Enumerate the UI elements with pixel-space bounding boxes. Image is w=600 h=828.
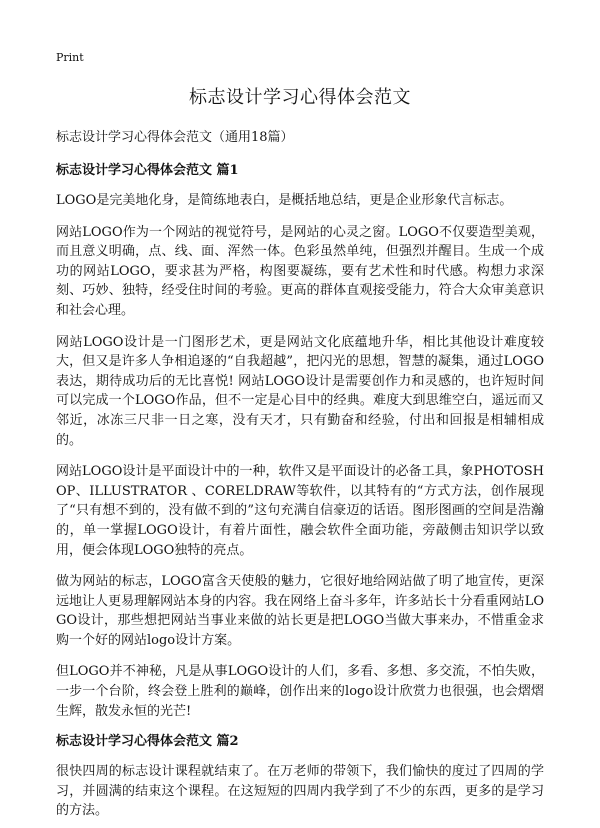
paragraph: 网站LOGO设计是一门图形艺术，更是网站文化底蕴地升华，相比其他设计难度较大，但又是许多人争相追逐的“自我超越”，把闪光的思想，智慧的凝集，通过LOGO表达，期待成功后的无比喜悦! 网站LOGO设计是需要创作力和灵感的，也许短时间可以完成一个LOGO作品，但不一定是心目中的经典。难度大到思维空白，遥远而又邻近，冰冻三尺非一日之寒，没有天才，只有勤奋和经验，付出和回报是相辅相成的。	[56, 334, 544, 448]
paragraph: 但LOGO并不神秘，凡是从事LOGO设计的人们，多看、多想、多交流，不怕失败，一步一个台阶，终会登上胜利的巅峰，创作出来的logo设计欣赏力也很强，也会熠熠生辉，散发永恒的光芒!	[56, 664, 544, 719]
paragraph: 做为网站的标志，LOGO富含天使般的魅力，它很好地给网站做了明了地宣传，更深远地让人更易理解网站本身的内容。我在网络上奋斗多年，许多站长十分看重网站LOGO设计，那些想把网站当事业来做的站长更是把LOGO当做大事来办，不惜重金求购一个好的网站logo设计方案。	[56, 574, 544, 648]
section-2	[56, 733, 544, 821]
print-link[interactable]: Print	[56, 51, 84, 64]
paragraph: 很快四周的标志设计课程就结束了。在万老师的带领下，我们愉快的度过了四周的学习，并圆满的结束这个课程。在这短短的四周内我学到了不少的东西，更多的是学习的方法。	[56, 764, 544, 819]
section-heading: 标志设计学习心得体会范文 篇1	[56, 163, 239, 178]
paragraph: 网站LOGO设计是平面设计中的一种，软件又是平面设计的必备工具，象PHOTOSHOP、ILLUSTRATOR 、CORELDRAW等软件，以其特有的“方式方法，创作展现了“只有想不到的，没有做不到的”这句充满自信豪迈的话语。图形图画的空间是浩瀚的，单一掌握LOGO设计，有着片面性，融会软件全面功能，旁敲侧击知识学以致用，便会体现LOGO独特的亮点。	[56, 464, 544, 558]
subtitle: 标志设计学习心得体会范文（通用18篇）	[56, 130, 294, 145]
section-1	[56, 162, 544, 721]
page-title: 标志设计学习心得体会范文	[189, 87, 411, 108]
section-heading: 标志设计学习心得体会范文 篇2	[56, 734, 239, 750]
paragraph: LOGO是完美地化身，是简练地表白，是概括地总结，更是企业形象代言标志。	[56, 193, 513, 208]
paragraph: 网站LOGO作为一个网站的视觉符号，是网站的心灵之窗。LOGO不仅要造型美观，而且意义明确，点、线、面、浑然一体。色彩虽然单纯，但强烈并醒目。生成一个成功的网站LOGO，要求甚为严格，构图要凝练，要有艺术性和时代感。构想力求深刻、巧妙、独特，经受住时间的考验。更高的群体直观接受能力，符合大众审美意识和社会心理。	[56, 224, 544, 318]
